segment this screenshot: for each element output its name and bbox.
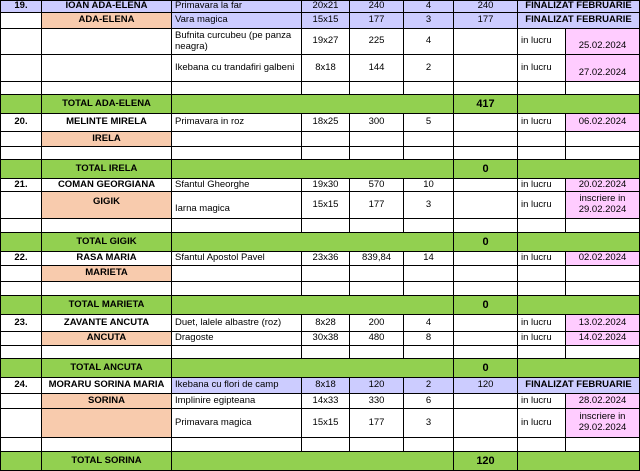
row-number (0, 55, 42, 82)
row-total (454, 114, 518, 132)
table-row (0, 346, 640, 359)
row-number: 22. (0, 252, 42, 266)
row-total: 240 (454, 1, 518, 13)
total-value: 0 (454, 296, 518, 315)
table-row[interactable] (0, 0, 640, 13)
row-number: 20. (0, 114, 42, 132)
price: 177 (350, 13, 404, 29)
client-name: ZAVANTE ANCUTA (42, 315, 172, 332)
price: 570 (350, 179, 404, 192)
status: in lucru (518, 394, 566, 409)
row-number (0, 409, 42, 438)
total-row (0, 452, 640, 471)
client-name: IOAN ADA-ELENA (42, 1, 172, 13)
row-total: 120 (454, 378, 518, 394)
total-row (0, 359, 640, 378)
table-row[interactable] (0, 132, 640, 147)
client-name: COMAN GEORGIANA (42, 179, 172, 192)
client-name (42, 29, 172, 55)
price: 225 (350, 29, 404, 55)
artwork-title: Dragoste (172, 332, 302, 346)
price: 200 (350, 315, 404, 332)
total-row (0, 296, 640, 315)
quantity: 6 (404, 394, 454, 409)
date: 25.02.2024 (566, 29, 640, 55)
price: 300 (350, 114, 404, 132)
status: FINALIZAT FEBRUARIE (518, 13, 640, 29)
row-number: 19. (0, 1, 42, 13)
artwork-size: 8x18 (302, 378, 350, 394)
status: in lucru (518, 55, 566, 82)
artwork-size: 19x30 (302, 179, 350, 192)
row-total: 177 (454, 13, 518, 29)
total-label: TOTAL ANCUTA (42, 359, 172, 378)
client-name: MELINTE MIRELA (42, 114, 172, 132)
price: 120 (350, 378, 404, 394)
quantity: 10 (404, 179, 454, 192)
row-total (454, 409, 518, 438)
client-name: MORARU SORINA MARIA (42, 378, 172, 394)
status: FINALIZAT FEBRUARIE (518, 378, 640, 394)
row-number: 21. (0, 179, 42, 192)
artwork-title: Ikebana cu trandafiri galbeni (172, 55, 302, 82)
row-number (0, 29, 42, 55)
price: 144 (350, 55, 404, 82)
row-total (454, 394, 518, 409)
row-total (454, 55, 518, 82)
quantity: 4 (404, 29, 454, 55)
artwork-size: 15x15 (302, 13, 350, 29)
date: 06.02.2024 (566, 114, 640, 132)
status: in lucru (518, 179, 566, 192)
total-label: TOTAL SORINA (42, 452, 172, 471)
client-nickname: ADA-ELENA (42, 13, 172, 29)
artwork-title: Duet, lalele albastre (roz) (172, 315, 302, 332)
status: in lucru (518, 29, 566, 55)
client-nickname: SORINA (42, 394, 172, 409)
artwork-size: 15x15 (302, 192, 350, 219)
client-name (42, 55, 172, 82)
quantity: 3 (404, 409, 454, 438)
table-row[interactable] (0, 252, 640, 266)
total-value: 0 (454, 160, 518, 179)
price: 177 (350, 192, 404, 219)
status: FINALIZAT FEBRUARIE (518, 1, 640, 13)
status: in lucru (518, 332, 566, 346)
row-total (454, 192, 518, 219)
date: 02.02.2024 (566, 252, 640, 266)
artwork-title: Vara magica (172, 13, 302, 29)
table-row (0, 147, 640, 160)
status: in lucru (518, 315, 566, 332)
client-nickname: IRELA (42, 132, 172, 147)
client-nickname: GIGIK (42, 192, 172, 219)
date: 28.02.2024 (566, 394, 640, 409)
artwork-title: Sfantul Apostol Pavel (172, 252, 302, 266)
date: inscriere in 29.02.2024 (566, 192, 640, 219)
status: in lucru (518, 192, 566, 219)
table-row[interactable] (0, 394, 640, 409)
row-number (0, 132, 42, 147)
artwork-title: Sfantul Gheorghe (172, 179, 302, 192)
total-label: TOTAL IRELA (42, 160, 172, 179)
total-value: 120 (454, 452, 518, 471)
quantity: 5 (404, 114, 454, 132)
status: in lucru (518, 114, 566, 132)
table-row[interactable] (0, 29, 640, 55)
table-row[interactable] (0, 114, 640, 132)
row-total (454, 179, 518, 192)
artwork-size: 23x36 (302, 252, 350, 266)
price: 839,84 (350, 252, 404, 266)
status: in lucru (518, 409, 566, 438)
artwork-size: 19x27 (302, 29, 350, 55)
price: 177 (350, 409, 404, 438)
table-row (0, 438, 640, 452)
table-row[interactable] (0, 13, 640, 29)
status: in lucru (518, 252, 566, 266)
total-row (0, 95, 640, 114)
row-number (0, 394, 42, 409)
total-label: TOTAL ADA-ELENA (42, 95, 172, 114)
quantity: 2 (404, 378, 454, 394)
row-number (0, 192, 42, 219)
row-total (454, 332, 518, 346)
quantity: 14 (404, 252, 454, 266)
table-row (0, 282, 640, 296)
date: inscriere in 29.02.2024 (566, 409, 640, 438)
row-number (0, 13, 42, 29)
artwork-title: Primavara la far (172, 1, 302, 13)
table-row[interactable] (0, 409, 640, 438)
artwork-title: Iarna magica (172, 192, 302, 219)
total-row (0, 233, 640, 252)
artwork-title: Primavara in roz (172, 114, 302, 132)
row-number (0, 332, 42, 346)
client-name: RASA MARIA (42, 252, 172, 266)
total-label: TOTAL MARIETA (42, 296, 172, 315)
artwork-title: Bufnita curcubeu (pe panza neagra) (172, 29, 302, 55)
artwork-title: Ikebana cu flori de camp (172, 378, 302, 394)
artwork-size: 8x28 (302, 315, 350, 332)
quantity: 4 (404, 315, 454, 332)
table-row[interactable] (0, 266, 640, 282)
table-row (0, 82, 640, 95)
artwork-size: 20x21 (302, 1, 350, 13)
table-row[interactable] (0, 179, 640, 192)
quantity: 3 (404, 13, 454, 29)
artwork-size: 18x25 (302, 114, 350, 132)
artwork-size: 30x38 (302, 332, 350, 346)
artwork-size: 8x18 (302, 55, 350, 82)
client-name (42, 409, 172, 438)
row-number (0, 266, 42, 282)
table-row (0, 219, 640, 233)
date: 20.02.2024 (566, 179, 640, 192)
table-row[interactable] (0, 315, 640, 332)
artwork-title: Implinire egipteana (172, 394, 302, 409)
total-label: TOTAL GIGIK (42, 233, 172, 252)
table-row[interactable] (0, 378, 640, 394)
quantity: 3 (404, 192, 454, 219)
row-number: 24. (0, 378, 42, 394)
total-value: 417 (454, 95, 518, 114)
total-value: 0 (454, 233, 518, 252)
price: 480 (350, 332, 404, 346)
date: 13.02.2024 (566, 315, 640, 332)
date: 14.02.2024 (566, 332, 640, 346)
table-row[interactable] (0, 55, 640, 82)
quantity: 2 (404, 55, 454, 82)
artwork-size: 15x15 (302, 409, 350, 438)
row-number: 23. (0, 315, 42, 332)
quantity: 4 (404, 1, 454, 13)
table-row[interactable] (0, 332, 640, 346)
row-total (454, 252, 518, 266)
client-nickname: ANCUTA (42, 332, 172, 346)
quantity: 8 (404, 332, 454, 346)
artwork-size: 14x33 (302, 394, 350, 409)
price: 240 (350, 1, 404, 13)
client-nickname: MARIETA (42, 266, 172, 282)
price: 330 (350, 394, 404, 409)
artwork-title: Primavara magica (172, 409, 302, 438)
total-value: 0 (454, 359, 518, 378)
row-total (454, 315, 518, 332)
table-row[interactable] (0, 192, 640, 219)
row-total (454, 29, 518, 55)
total-row (0, 160, 640, 179)
date: 27.02.2024 (566, 55, 640, 82)
